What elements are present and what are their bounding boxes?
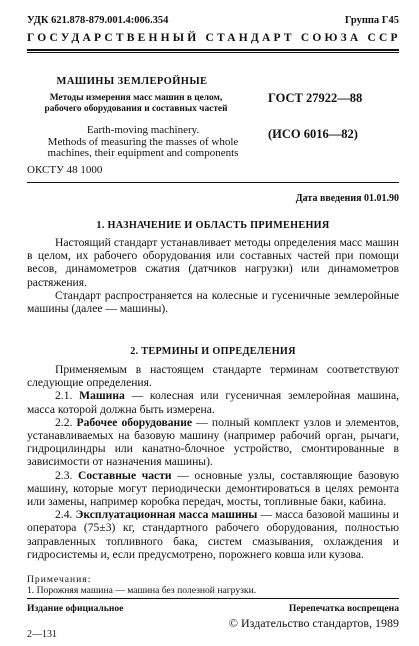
document-subtitle-line1: Методы измерения масс машин в целом,: [49, 93, 223, 103]
document-subtitle-line2: рабочего оборудования и составных частей: [44, 104, 228, 114]
definition-number: 2.1.: [55, 389, 73, 403]
definition-text: — полный комплект узлов и элементов, устанавливаемых на базовую машину (например рабочий орган, рычаги, гидроцилиндры или канатно-блочное устройство, смонтированные в зависимости от назначения машины).: [27, 415, 399, 469]
udk-code: УДК 621.878-879.001.4:006.354: [27, 15, 169, 26]
okstu-code: ОКСТУ 48 1000: [27, 164, 103, 176]
standard-band-title: ГОСУДАРСТВЕННЫЙ СТАНДАРТ СОЮЗА ССР: [27, 32, 401, 44]
official-edition-label: Издание официальное: [27, 603, 124, 614]
footer-rule: [27, 598, 399, 599]
definition-2-3: [27, 469, 399, 509]
note-1: 1. Порожняя машина — машина без полезной нагрузки.: [27, 585, 257, 596]
definition-2-1: [27, 389, 399, 415]
definition-2-2: [27, 416, 399, 469]
definition-term: Машина: [79, 389, 125, 403]
section1-heading: 1. НАЗНАЧЕНИЕ И ОБЛАСТЬ ПРИМЕНЕНИЯ: [96, 220, 330, 231]
english-title-line3: machines, their equipment and components: [47, 147, 239, 159]
definition-text: — масса базовой машины и оператора (75±3) кг, стандартного рабочего оборудования, полностью заправленных топливного бака, систем смазывания, охлаждения и гидросистемы и, если предусмотрено, порожнего ковша или кузова.: [27, 508, 399, 561]
definition-term: Рабочее оборудование: [76, 415, 193, 429]
effective-date: Дата введения 01.01.90: [295, 193, 399, 204]
definition-number: 2.4.: [55, 508, 73, 522]
print-code: 2—131: [27, 629, 57, 640]
document-title: МАШИНЫ ЗЕМЛЕРОЙНЫЕ: [56, 76, 208, 87]
section1-body: [27, 236, 399, 315]
english-title-line2: Methods of measuring the masses of whole: [47, 135, 239, 148]
section2-intro: Применяемым в настоящем стандарте терминам соответствуют следующие определения.: [27, 363, 399, 390]
definition-number: 2.3.: [55, 468, 73, 482]
section2-body: [27, 363, 399, 561]
section1-paragraph2: Стандарт распространяется на колесные и гусеничные землеройные машины (далее — машины).: [27, 288, 399, 316]
definition-text: — основные узлы, составляющие базовую машину, которые могут периодически демонтироваться в целях ремонта или замены, например коробка передач, мосты, топливные баки, кабина.: [27, 468, 399, 509]
section1-paragraph1: Настоящий стандарт устанавливает методы определения масс машин в целом, их рабочего оборудования или составных частей при помощи весов, динамометров сжатия (датчиков нагрузки) или динамометров растяжения.: [27, 236, 399, 289]
english-title-line1: Earth-moving machinery.: [86, 124, 200, 136]
definition-text: — колесная или гусеничная землеройная машина, масса которой должна быть измерена.: [27, 389, 399, 416]
definition-term: Эксплуатационная масса машины: [75, 508, 258, 522]
definition-2-4: [27, 508, 399, 561]
iso-number: (ИСО 6016—82): [268, 127, 358, 141]
group-code: Группа Г45: [344, 15, 399, 26]
gost-number: ГОСТ 27922—88: [268, 91, 363, 105]
header-rule-top: [27, 49, 399, 51]
header-rule-bottom: [27, 52, 399, 53]
title-block-rule: [27, 182, 399, 183]
copyright-notice: © Издательство стандартов, 1989: [228, 616, 399, 630]
notes-label: Примечания:: [27, 574, 92, 585]
section2-heading: 2. ТЕРМИНЫ И ОПРЕДЕЛЕНИЯ: [130, 346, 296, 357]
reprint-prohibited-label: Перепечатка воспрещена: [288, 603, 399, 614]
definition-term: Составные части: [78, 468, 172, 482]
definition-number: 2.2.: [55, 415, 73, 429]
